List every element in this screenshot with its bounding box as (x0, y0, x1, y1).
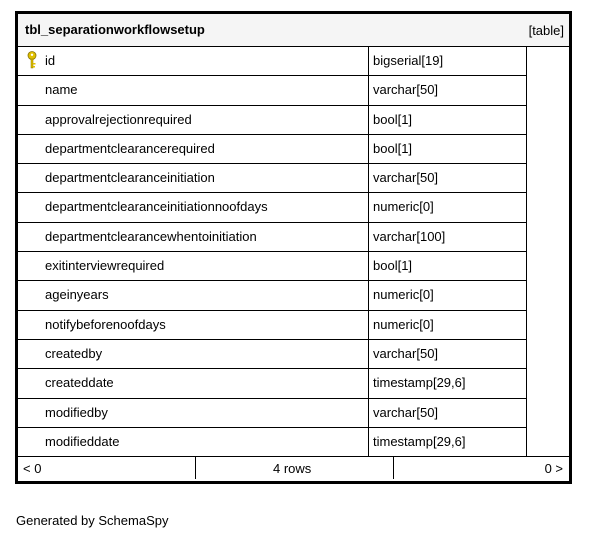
footer-divider (195, 457, 196, 479)
column-name: notifybeforenoofdays (45, 316, 166, 332)
column-type: bool[1] (373, 258, 413, 274)
key-icon (25, 51, 39, 69)
column-row (18, 340, 526, 369)
footer-children[interactable]: 0 > (544, 461, 563, 476)
column-name: name (45, 82, 78, 98)
column-row (18, 399, 526, 428)
column-type: bool[1] (373, 111, 413, 127)
column-type: timestamp[29,6] (373, 433, 466, 449)
column-row (18, 223, 526, 252)
column-divider (368, 340, 369, 368)
column-type: timestamp[29,6] (373, 375, 466, 391)
column-list-border (526, 47, 527, 456)
column-type: numeric[0] (373, 287, 434, 303)
column-type: varchar[100] (373, 228, 446, 244)
column-divider (368, 76, 369, 104)
column-row (18, 135, 526, 164)
column-name: departmentclearanceinitiation (45, 170, 215, 186)
column-row (18, 369, 526, 398)
column-row (18, 252, 526, 281)
footer-parents[interactable]: < 0 (23, 461, 42, 476)
footer-row-count: 4 rows (273, 461, 312, 476)
column-row (18, 47, 526, 76)
column-divider (368, 369, 369, 397)
column-name: departmentclearancewhentoinitiation (45, 228, 257, 244)
column-name: departmentclearancerequired (45, 140, 215, 156)
column-name: createdby (45, 345, 103, 361)
schema-table (15, 11, 572, 484)
column-name: approvalrejectionrequired (45, 111, 192, 127)
column-name: exitinterviewrequired (45, 258, 165, 274)
column-divider (368, 223, 369, 251)
table-header (18, 14, 569, 47)
column-row (18, 281, 526, 310)
column-row (18, 106, 526, 135)
column-type: numeric[0] (373, 199, 434, 215)
column-name: departmentclearanceinitiationnoofdays (45, 199, 268, 215)
column-type: varchar[50] (373, 82, 439, 98)
column-divider (368, 164, 369, 192)
generated-by-text: Generated by SchemaSpy (16, 513, 169, 528)
column-divider (368, 47, 369, 75)
column-row (18, 193, 526, 222)
column-list (18, 47, 526, 456)
column-divider (368, 311, 369, 339)
footer-divider (393, 457, 394, 479)
column-divider (368, 135, 369, 163)
column-divider (368, 106, 369, 134)
column-type: numeric[0] (373, 316, 434, 332)
column-type: varchar[50] (373, 404, 439, 420)
column-divider (368, 428, 369, 456)
column-row (18, 428, 526, 456)
column-row (18, 76, 526, 105)
column-type: varchar[50] (373, 170, 439, 186)
column-name: id (45, 53, 56, 68)
table-name: tbl_separationworkflowsetup (25, 22, 205, 37)
column-name: createddate (45, 375, 114, 391)
column-type: bool[1] (373, 140, 413, 156)
column-name: ageinyears (45, 287, 109, 303)
table-type-label: [table] (528, 23, 564, 38)
table-footer (18, 456, 569, 479)
column-divider (368, 252, 369, 280)
column-row (18, 311, 526, 340)
column-divider (368, 193, 369, 221)
column-type: bigserial[19] (373, 53, 444, 68)
column-type: varchar[50] (373, 345, 439, 361)
column-divider (368, 399, 369, 427)
column-name: modifieddate (45, 433, 120, 449)
column-name: modifiedby (45, 404, 108, 420)
column-row (18, 164, 526, 193)
column-divider (368, 281, 369, 309)
